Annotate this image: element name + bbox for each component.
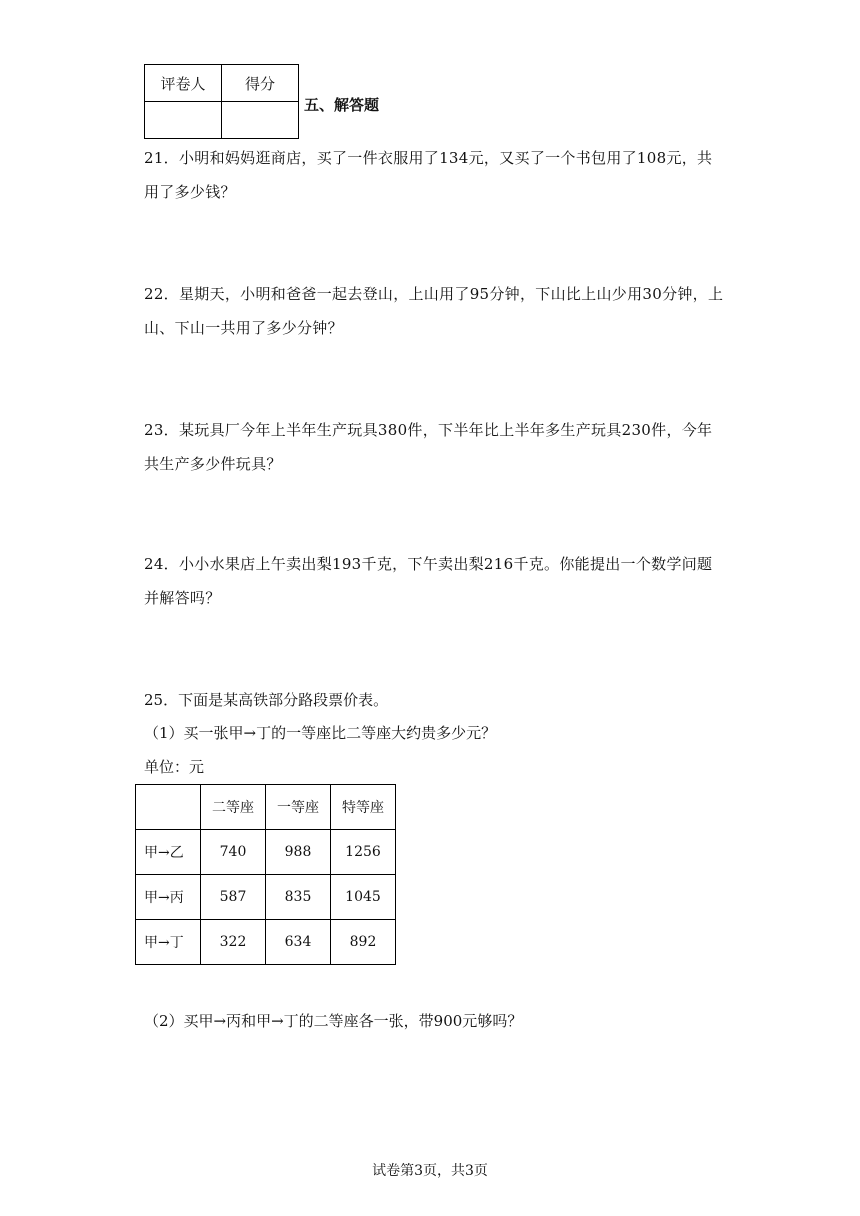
table-row bbox=[136, 920, 396, 965]
question-25-part-1: （1）买一张甲→丁的一等座比二等座大约贵多少元？ bbox=[144, 724, 497, 742]
fare-table bbox=[135, 784, 396, 965]
table-header-cell: 特等座 bbox=[331, 785, 396, 830]
price-cell: 740 bbox=[201, 830, 266, 875]
route-cell: 甲→丁 bbox=[136, 920, 201, 965]
page-footer: 试卷第3页，共3页 bbox=[372, 1163, 488, 1179]
question-25-part-2: （2）买甲→丙和甲→丁的二等座各一张，带900元够吗？ bbox=[144, 1012, 523, 1030]
score-cell bbox=[222, 102, 299, 139]
question-21: 21．小明和妈妈逛商店，买了一件衣服用了134元，又买了一个书包用了108元，共用了多少钱？ bbox=[144, 149, 713, 201]
table-header-row bbox=[136, 785, 396, 830]
route-cell: 甲→丙 bbox=[136, 875, 201, 920]
question-24: 24．小小水果店上午卖出梨193千克，下午卖出梨216千克。你能提出一个数学问题并解答吗？ bbox=[144, 555, 713, 607]
question-23: 23．某玩具厂今年上半年生产玩具380件，下半年比上半年多生产玩具230件，今年共生产多少件玩具？ bbox=[144, 421, 713, 473]
price-cell: 892 bbox=[331, 920, 396, 965]
grader-cell bbox=[145, 102, 222, 139]
price-cell: 1256 bbox=[331, 830, 396, 875]
route-cell: 甲→乙 bbox=[136, 830, 201, 875]
table-row bbox=[136, 875, 396, 920]
price-cell: 322 bbox=[201, 920, 266, 965]
price-cell: 988 bbox=[266, 830, 331, 875]
price-cell: 1045 bbox=[331, 875, 396, 920]
table-unit-label: 单位：元 bbox=[144, 758, 205, 776]
table-header-cell: 一等座 bbox=[266, 785, 331, 830]
price-cell: 835 bbox=[266, 875, 331, 920]
table-corner-cell bbox=[136, 785, 201, 830]
price-cell: 634 bbox=[266, 920, 331, 965]
score-header: 得分 bbox=[222, 65, 299, 102]
score-box bbox=[144, 64, 299, 139]
grader-header: 评卷人 bbox=[145, 65, 222, 102]
table-row bbox=[136, 830, 396, 875]
section-title: 五、解答题 bbox=[304, 96, 380, 114]
price-cell: 587 bbox=[201, 875, 266, 920]
table-header-cell: 二等座 bbox=[201, 785, 266, 830]
question-22: 22．星期天，小明和爸爸一起去登山，上山用了95分钟，下山比上山少用30分钟，上山、下山一共用了多少分钟？ bbox=[144, 285, 724, 337]
question-25-intro: 25．下面是某高铁部分路段票价表。 bbox=[144, 691, 389, 709]
